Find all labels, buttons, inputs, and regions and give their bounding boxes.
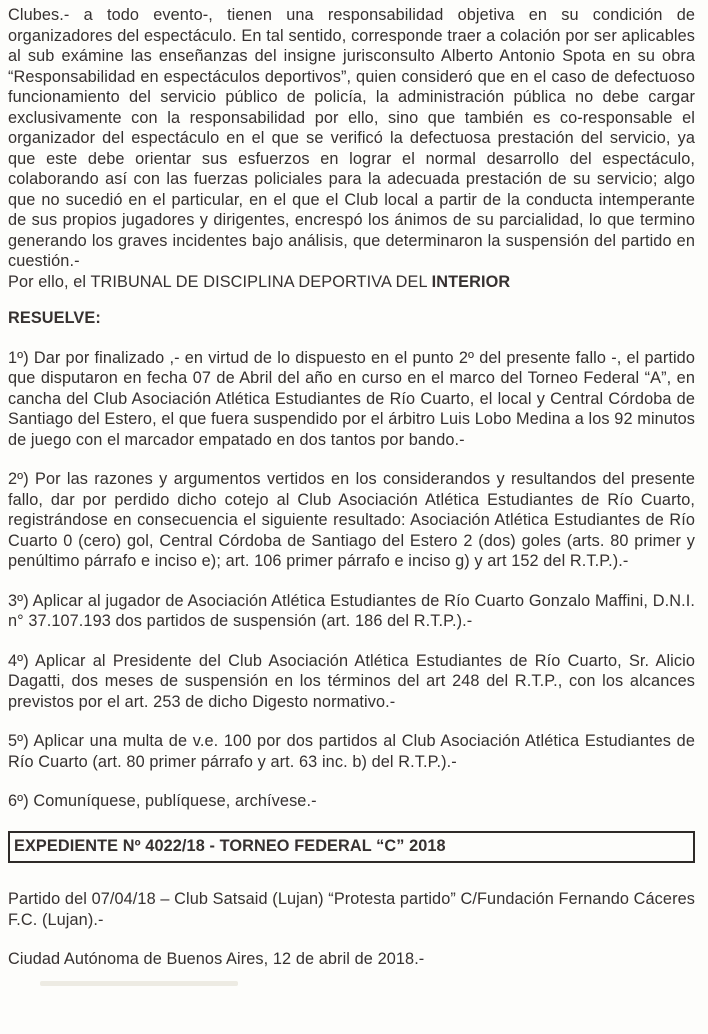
- paragraph-partido-protesta: Partido del 07/04/18 – Club Satsaid (Lujan) “Protesta partido” C/Fundación Fernando Cáceres F.C. (Lujan).-: [8, 890, 695, 929]
- paragraph-fecha-lugar: Ciudad Autónoma de Buenos Aires, 12 de abril de 2018.-: [8, 950, 425, 968]
- resolution-item-3: 3º) Aplicar al jugador de Asociación Atlética Estudiantes de Río Cuarto Gonzalo Maffini, D.N.I. n° 37.107.193 dos partidos de suspensión (art. 186 del R.T.P.).-: [8, 591, 695, 630]
- resolution-item-4: 4º) Aplicar al Presidente del Club Asociación Atlética Estudiantes de Río Cuarto, Sr. Alicio Dagatti, dos meses de suspensión en los términos del art 248 del R.T.P., con los alcances previstos por el art. 253 de dicho Digesto normativo.-: [8, 651, 695, 711]
- por-ello-tribunal-bold: INTERIOR: [431, 272, 511, 291]
- por-ello-text: Por ello, el TRIBUNAL DE DISCIPLINA DEPORTIVA DEL: [8, 272, 432, 291]
- heading-resuelve: RESUELVE:: [8, 309, 101, 327]
- resolution-item-6: 6º) Comuníquese, publíquese, archívese.-: [8, 792, 317, 810]
- paragraph-por-ello: [8, 272, 695, 293]
- resolution-item-1: 1º) Dar por finalizado ,- en virtud de lo dispuesto en el punto 2º del presente fallo -, el partido que disputaron en fecha 07 de Abril del año en curso en el marco del Torneo Federal “A”, en cancha del Club Asociación Atlética Estudiantes de Río Cuarto, el local y Central Córdoba de Santiago del Estero, el que fuera suspendido por el árbitro Luis Lobo Medina a los 92 minutos de juego con el marcador empatado en dos tantos por bando.-: [8, 348, 695, 449]
- page-bottom-cutoff-fragment: [40, 981, 238, 986]
- expediente-heading-box: [8, 831, 695, 864]
- expediente-heading: EXPEDIENTE Nº 4022/18 - TORNEO FEDERAL “C” 2018: [14, 836, 446, 855]
- resolution-item-2: 2º) Por las razones y argumentos vertidos en los considerandos y resultandos del presente fallo, dar por perdido dicho cotejo al Club Asociación Atlética Estudiantes de Río Cuarto, registrándose en consecuencia el siguiente resultado: Asociación Atlética Estudiantes de Río Cuarto 0 (cero) gol, Central Córdoba de Santiago del Estero 2 (dos) goles (arts. 80 primer y penúltimo párrafo e inciso e); art. 106 primer párrafo e inciso g) y art 152 del R.T.P.).-: [8, 470, 695, 570]
- paragraph-considerandos: Clubes.- a todo evento-, tienen una responsabilidad objetiva en su condición de organizadores del espectáculo. En tal sentido, corresponde traer a colación por ser aplicables al sub exámine las enseñanzas del insigne jurisconsulto Alberto Antonio Spota en su obra “Responsabilidad en espectáculos deportivos”, quien consideró que en el caso de defectuoso funcionamiento del servicio público de policía, la administración pública no debe cargar exclusivamente con la responsabilidad por ello, sino que también es co-responsable el organizador del espectáculo en el que se verificó la defectuosa prestación del servicio, ya que este debe orientar sus esfuerzos en lograr el normal desarrollo del espectáculo, colaborando así con las fuerzas policiales para la adecuada prestación de su servicio; algo que no sucedió en el particular, en el que el Club local a partir de la conducta intemperante de sus propios jugadores y dirigentes, encrespó los ánimos de su parcialidad, lo que termino generando los graves incidentes bajo análisis, que determinaron la suspensión del partido en cuestión.-: [8, 6, 695, 270]
- resolution-item-5: 5º) Aplicar una multa de v.e. 100 por dos partidos al Club Asociación Atlética Estudiantes de Río Cuarto (art. 80 primer párrafo y art. 63 inc. b) del R.T.P.).-: [8, 732, 695, 771]
